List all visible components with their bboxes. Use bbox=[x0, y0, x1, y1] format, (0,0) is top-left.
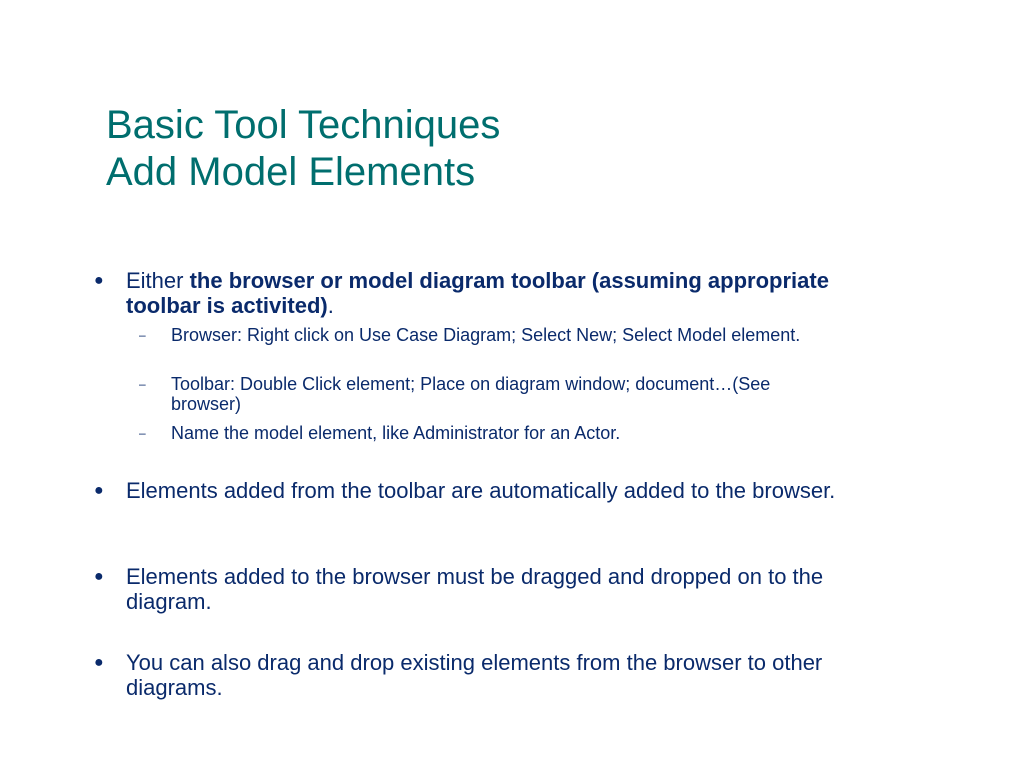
bullet-dot: ● bbox=[94, 654, 104, 671]
bullet-1-bold: the browser or model diagram toolbar (assuming appropriate toolbar is activited) bbox=[126, 268, 829, 318]
bullet-dot: ● bbox=[94, 482, 104, 499]
slide-title bbox=[106, 102, 500, 196]
bullet-item-2 bbox=[94, 478, 886, 503]
sub-bullet-dash: – bbox=[139, 328, 146, 342]
title-line-2: Add Model Elements bbox=[106, 150, 476, 194]
sub-bullet-item-2 bbox=[139, 374, 791, 414]
bullet-1-prefix: Either bbox=[126, 268, 190, 293]
sub-bullet-3-text: Name the model element, like Administrator for an Actor. bbox=[171, 423, 621, 443]
bullet-4-text: You can also drag and drop existing elements from the browser to other diagrams. bbox=[126, 650, 823, 700]
bullet-2-text: Elements added from the toolbar are automatically added to the browser. bbox=[126, 478, 836, 503]
sub-bullet-2-text: Toolbar: Double Click element; Place on diagram window; document…(See browser) bbox=[171, 374, 771, 414]
title-line-1: Basic Tool Techniques bbox=[106, 103, 501, 147]
bullet-3-text: Elements added to the browser must be dragged and dropped on to the diagram. bbox=[126, 564, 824, 614]
sub-bullet-dash: – bbox=[139, 377, 146, 391]
sub-bullet-item-1 bbox=[139, 325, 911, 345]
sub-bullet-dash: – bbox=[139, 426, 146, 440]
bullet-1-suffix: . bbox=[327, 293, 334, 318]
bullet-item-4 bbox=[94, 650, 886, 700]
bullet-dot: ● bbox=[94, 272, 104, 289]
sub-bullet-1-text: Browser: Right click on Use Case Diagram; Select New; Select Model element. bbox=[171, 325, 801, 345]
bullet-item-1 bbox=[94, 268, 846, 318]
bullet-dot: ● bbox=[94, 568, 104, 585]
bullet-item-3 bbox=[94, 564, 906, 614]
sub-bullet-item-3 bbox=[139, 423, 911, 443]
